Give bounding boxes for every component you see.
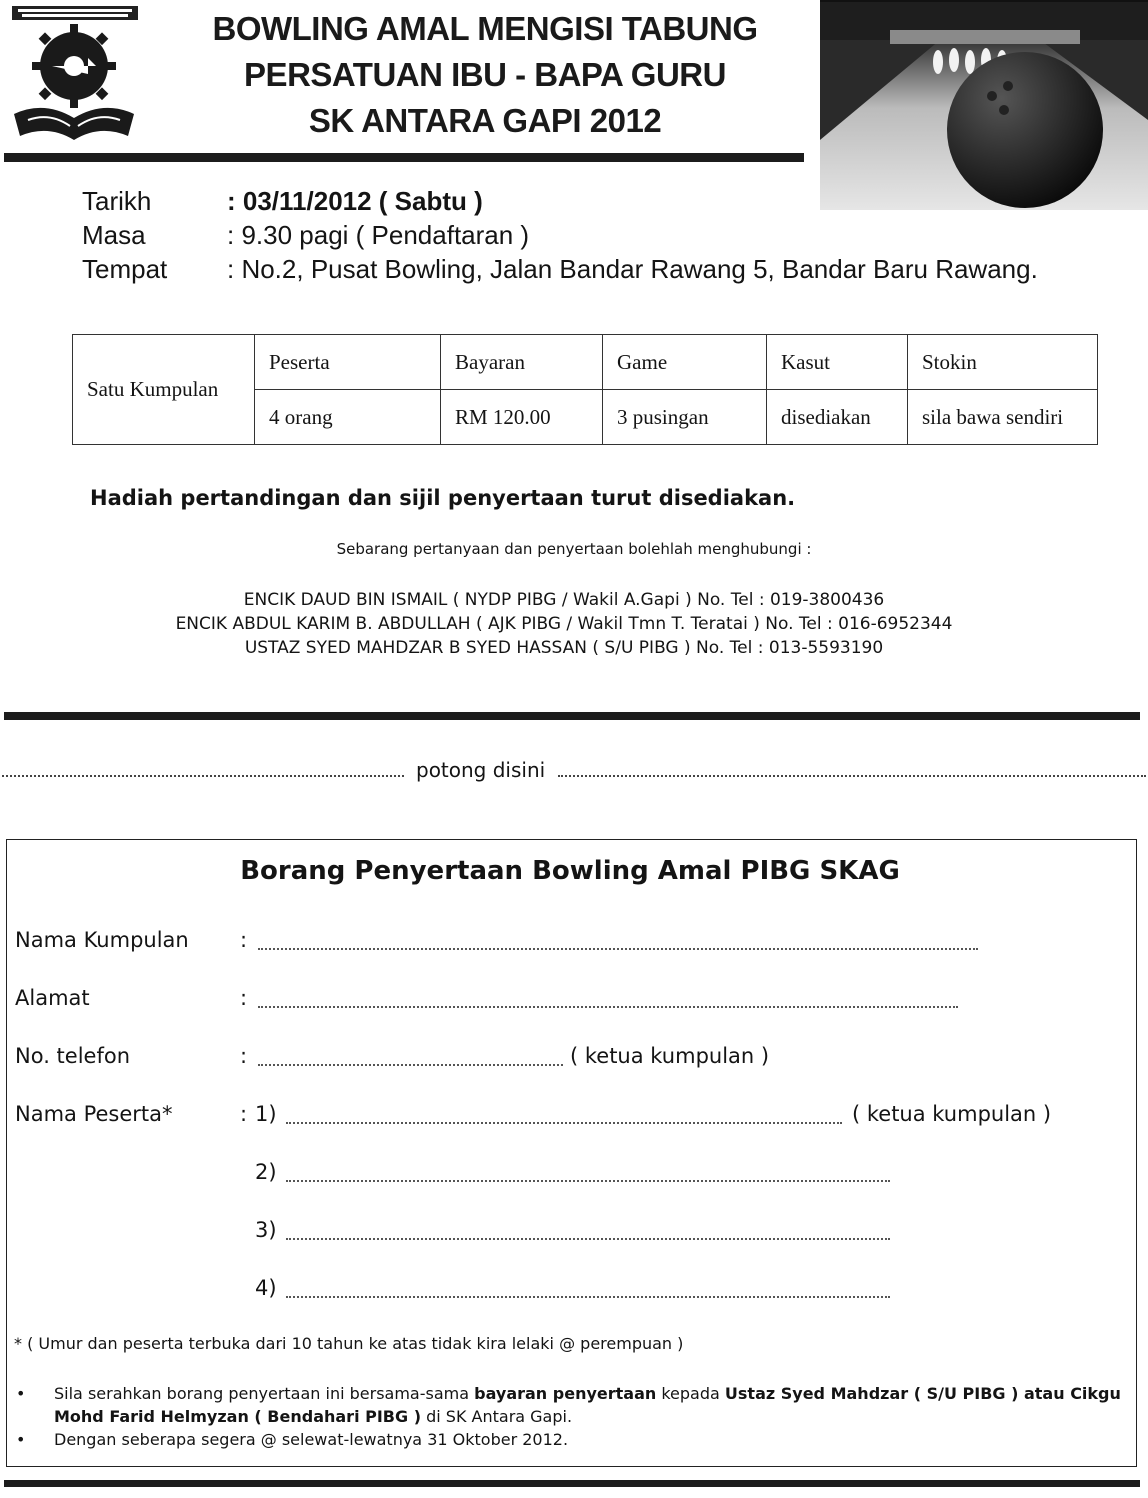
value-payment: RM 120.00 <box>441 390 603 445</box>
value-socks: sila bawa sendiri <box>908 390 1098 445</box>
header-divider <box>4 153 804 162</box>
table-header-row <box>73 335 1098 390</box>
inquiry-note: Sebarang pertanyaan dan penyertaan bolehlah menghubungi : <box>336 540 812 558</box>
bullet-icon: • <box>16 1430 26 1449</box>
contact-list <box>0 588 1128 660</box>
participants-colon: : <box>240 1102 248 1126</box>
date-label: Tarikh <box>82 186 152 216</box>
date-value: : 03/11/2012 ( Sabtu ) <box>227 186 483 216</box>
cut-dots-right <box>558 775 1146 777</box>
leader-note: ( ketua kumpulan ) <box>852 1102 1052 1126</box>
instruction-1-text-d: Ustaz Syed Mahdzar ( S/U PIBG ) atau Cikgu Mohd Farid Helmyzan ( Bendahari PIBG ) <box>54 1384 1121 1426</box>
group-name-label: Nama Kumpulan <box>15 928 189 952</box>
header-socks: Stokin <box>908 335 1098 390</box>
phone-colon: : <box>240 1044 248 1068</box>
instruction-1-text-c: kepada <box>656 1384 725 1403</box>
participant-1-field[interactable] <box>286 1122 842 1124</box>
value-shoes: disediakan <box>767 390 908 445</box>
time-label: Masa <box>82 220 146 250</box>
title-line-1: BOWLING AMAL MENGISI TABUNG <box>212 10 758 47</box>
address-colon: : <box>240 986 248 1010</box>
contact-1: ENCIK DAUD BIN ISMAIL ( NYDP PIBG / Wakil A.Gapi ) No. Tel : 019-3800436 <box>243 590 885 610</box>
cut-dots-left <box>2 775 404 777</box>
phone-note: ( ketua kumpulan ) <box>570 1044 770 1068</box>
school-crest-icon <box>8 4 140 144</box>
instruction-1-text-e: di SK Antara Gapi. <box>421 1407 573 1426</box>
header-payment: Bayaran <box>441 335 603 390</box>
instruction-2-text: Dengan seberapa segera @ selewat-lewatnya 31 Oktober 2012. <box>54 1430 569 1449</box>
phone-label: No. telefon <box>15 1044 130 1068</box>
form-title: Borang Penyertaan Bowling Amal PIBG SKAG <box>240 856 900 886</box>
address-label: Alamat <box>15 986 90 1010</box>
participants-label: Nama Peserta* <box>15 1102 173 1126</box>
title-line-2: PERSATUAN IBU - BAPA GURU <box>244 56 726 93</box>
instruction-1 <box>14 1382 1134 1428</box>
group-name-colon: : <box>240 928 248 952</box>
instruction-2 <box>14 1428 1134 1451</box>
phone-field[interactable] <box>258 1064 563 1066</box>
participant-number-4: 4) <box>255 1276 277 1300</box>
group-name-field[interactable] <box>258 948 978 950</box>
title-line-3: SK ANTARA GAPI 2012 <box>308 102 662 139</box>
instruction-1-text-a: Sila serahkan borang penyertaan ini bersama-sama <box>54 1384 475 1403</box>
fee-table <box>72 334 1098 445</box>
participant-3-field[interactable] <box>286 1238 890 1240</box>
participant-4-field[interactable] <box>286 1296 890 1298</box>
header-participants: Peserta <box>255 335 441 390</box>
value-participants: 4 orang <box>255 390 441 445</box>
cut-text: potong disini <box>416 758 546 782</box>
instruction-1-text-b: bayaran penyertaan <box>474 1384 657 1403</box>
time-value: : 9.30 pagi ( Pendaftaran ) <box>227 220 530 250</box>
contact-3: USTAZ SYED MAHDZAR B SYED HASSAN ( S/U PIBG ) No. Tel : 013-5593190 <box>244 638 884 658</box>
contact-2: ENCIK ABDUL KARIM B. ABDULLAH ( AJK PIBG / Wakil Tmn T. Teratai ) No. Tel : 016-6952344 <box>175 614 953 634</box>
header-shoes: Kasut <box>767 335 908 390</box>
place-value: : No.2, Pusat Bowling, Jalan Bandar Rawang 5, Bandar Baru Rawang. <box>227 254 1038 284</box>
value-game: 3 pusingan <box>603 390 767 445</box>
prize-note: Hadiah pertandingan dan sijil penyertaan turut disediakan. <box>90 486 796 510</box>
event-title <box>150 6 820 144</box>
bullet-icon: • <box>16 1384 26 1403</box>
participant-number-3: 3) <box>255 1218 277 1242</box>
bottom-divider <box>4 1480 1140 1487</box>
participant-number-1: 1) <box>255 1102 277 1126</box>
header-game: Game <box>603 335 767 390</box>
place-label: Tempat <box>82 254 168 284</box>
instructions <box>14 1382 1134 1451</box>
group-label-cell: Satu Kumpulan <box>73 335 255 445</box>
bowling-alley-photo <box>820 0 1148 210</box>
cut-line <box>0 758 1148 788</box>
participant-2-field[interactable] <box>286 1180 890 1182</box>
age-footnote: * ( Umur dan peserta terbuka dari 10 tahun ke atas tidak kira lelaki @ perempuan ) <box>14 1334 684 1353</box>
participant-number-2: 2) <box>255 1160 277 1184</box>
section-divider <box>4 712 1140 720</box>
address-field[interactable] <box>258 1006 958 1008</box>
